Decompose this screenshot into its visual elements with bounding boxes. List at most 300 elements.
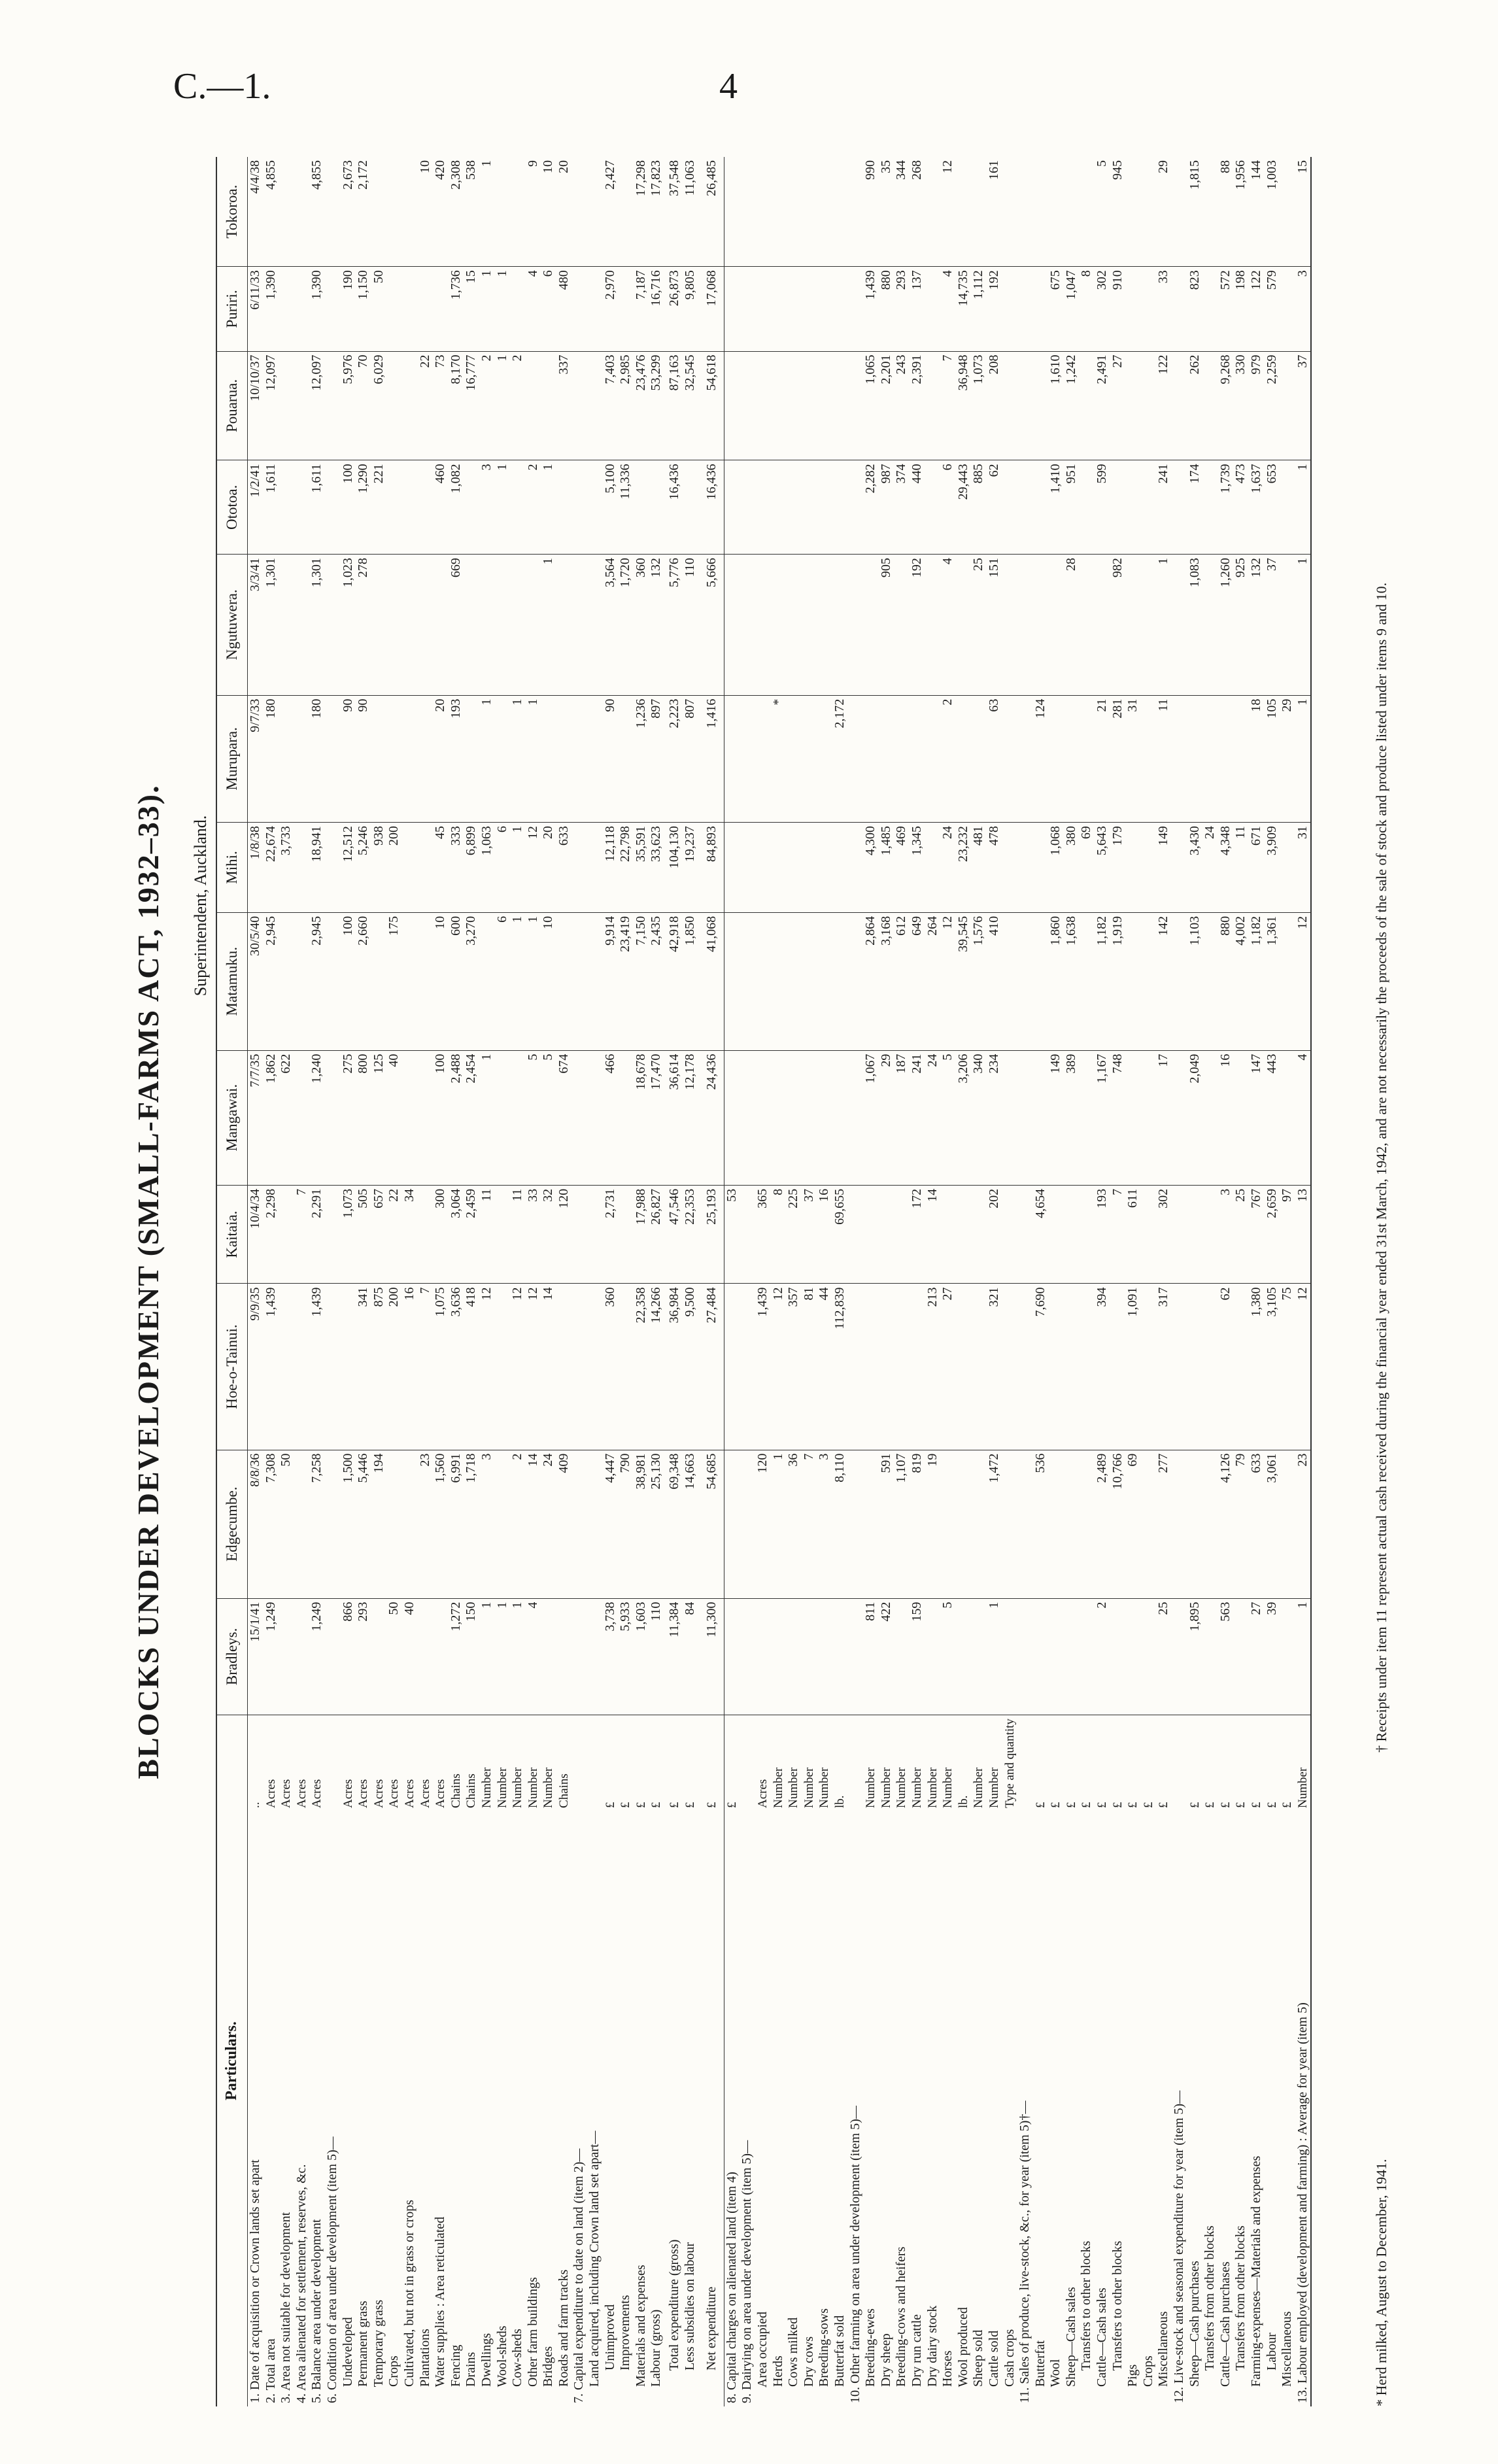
row-unit bbox=[571, 1715, 587, 1811]
table-cell bbox=[386, 267, 402, 351]
table-cell bbox=[371, 157, 387, 267]
table-cell bbox=[571, 912, 587, 1050]
table-cell: 11,300 bbox=[698, 1598, 724, 1715]
table-row bbox=[698, 157, 724, 2406]
table-cell bbox=[1172, 1284, 1187, 1450]
superintendent-heading: Superintendent, Auckland. bbox=[191, 815, 210, 997]
table-cell: 1,576 bbox=[971, 912, 987, 1050]
table-cell: 633 bbox=[1249, 1450, 1265, 1598]
row-label: 3. Area not suitable for development bbox=[279, 2212, 294, 2403]
table-cell: 10 bbox=[541, 912, 556, 1050]
table-cell: 9/9/35 bbox=[248, 1284, 264, 1450]
table-cell: 675 bbox=[1048, 267, 1064, 351]
table-cell: 4,126 bbox=[1218, 1450, 1234, 1598]
table-row bbox=[724, 157, 740, 2406]
table-cell: 7 bbox=[802, 1450, 817, 1598]
table-cell: 2 bbox=[510, 351, 526, 460]
table-cell bbox=[817, 351, 832, 460]
table-row bbox=[863, 157, 879, 2406]
table-cell: 6,029 bbox=[371, 351, 387, 460]
table-cell bbox=[786, 157, 802, 267]
table-cell: 938 bbox=[371, 823, 387, 913]
table-row bbox=[248, 157, 264, 2406]
table-row bbox=[848, 157, 864, 2406]
table-cell: 193 bbox=[449, 695, 464, 823]
table-cell: 612 bbox=[894, 912, 910, 1050]
row-unit: £ bbox=[668, 1802, 682, 1808]
table-cell bbox=[1033, 823, 1049, 913]
row-label: Cattle—Cash purchases bbox=[1217, 2261, 1233, 2403]
table-row bbox=[771, 157, 787, 2406]
table-cell: 110 bbox=[683, 555, 698, 695]
row-label: 13. Labour employed (development and farming) : Average for year (item 5) bbox=[1295, 2002, 1310, 2403]
row-label: 8. Capital charges on alienated land (item 4) bbox=[724, 2172, 739, 2403]
table-cell bbox=[1002, 267, 1018, 351]
row-label: 5. Balance area under development bbox=[309, 2219, 324, 2403]
table-cell bbox=[433, 267, 449, 351]
table-cell: 26,827 bbox=[649, 1185, 664, 1284]
table-cell: 29 bbox=[1280, 695, 1295, 823]
row-unit: Type and quantity bbox=[1002, 1719, 1017, 1808]
table-cell bbox=[802, 1050, 817, 1185]
table-cell: 192 bbox=[987, 267, 1002, 351]
table-cell: 5,446 bbox=[356, 1450, 371, 1598]
table-cell: 36,984 bbox=[664, 1284, 683, 1450]
table-cell bbox=[618, 1050, 634, 1185]
table-cell: 3,168 bbox=[879, 912, 894, 1050]
table-cell: 6/11/33 bbox=[248, 267, 264, 351]
table-cell bbox=[325, 1598, 341, 1715]
table-cell: 37 bbox=[802, 1185, 817, 1284]
table-cell: 16,436 bbox=[664, 460, 683, 555]
table-cell: 1,107 bbox=[894, 1450, 910, 1598]
table-cell bbox=[832, 555, 848, 695]
table-cell: 6 bbox=[940, 460, 956, 555]
table-row bbox=[526, 157, 541, 2406]
row-label: Fencing bbox=[448, 2344, 463, 2403]
table-cell: 79 bbox=[1233, 1450, 1249, 1598]
table-cell bbox=[1064, 1598, 1080, 1715]
row-unit: Number bbox=[817, 1767, 832, 1808]
table-cell: 18,678 bbox=[634, 1050, 649, 1185]
row-unit: Number bbox=[787, 1767, 801, 1808]
row-unit: £ bbox=[1250, 1802, 1263, 1808]
table-cell bbox=[618, 157, 634, 267]
table-cell: 27,484 bbox=[698, 1284, 724, 1450]
table-cell: 11 bbox=[1156, 695, 1172, 823]
table-cell: 100 bbox=[341, 912, 356, 1050]
table-cell bbox=[1280, 1050, 1295, 1185]
table-cell bbox=[1033, 912, 1049, 1050]
table-cell bbox=[571, 1598, 587, 1715]
table-cell bbox=[433, 555, 449, 695]
row-label: Transfers from other blocks bbox=[1202, 2225, 1217, 2403]
table-cell bbox=[848, 460, 864, 555]
table-row bbox=[433, 157, 449, 2406]
table-cell: 20 bbox=[541, 823, 556, 913]
table-cell bbox=[771, 157, 787, 267]
row-label: Pigs bbox=[1125, 2364, 1140, 2403]
row-label: Wool bbox=[1048, 2359, 1063, 2403]
table-cell bbox=[724, 1450, 740, 1598]
table-cell: 2,731 bbox=[603, 1185, 619, 1284]
table-row bbox=[1017, 157, 1033, 2406]
table-cell: 105 bbox=[1265, 695, 1280, 823]
table-cell: 24 bbox=[1202, 823, 1218, 913]
table-cell: 32,545 bbox=[683, 351, 698, 460]
table-cell: 22,798 bbox=[618, 823, 634, 913]
table-cell: 17 bbox=[1156, 1050, 1172, 1185]
table-cell: 2,673 bbox=[341, 157, 356, 267]
table-cell bbox=[495, 555, 511, 695]
table-cell: 12 bbox=[940, 157, 956, 267]
table-cell: 473 bbox=[1233, 460, 1249, 555]
table-cell: 5,100 bbox=[603, 460, 619, 555]
table-cell bbox=[1125, 351, 1141, 460]
table-cell: 38,981 bbox=[634, 1450, 649, 1598]
table-cell bbox=[1280, 267, 1295, 351]
table-cell: 563 bbox=[1218, 1598, 1234, 1715]
table-cell: 1,850 bbox=[683, 912, 698, 1050]
table-cell bbox=[386, 1450, 402, 1598]
table-cell bbox=[848, 555, 864, 695]
row-label: Miscellaneous bbox=[1156, 2311, 1171, 2403]
table-cell: 200 bbox=[386, 823, 402, 913]
table-cell bbox=[402, 912, 418, 1050]
table-cell: 302 bbox=[1156, 1185, 1172, 1284]
table-cell bbox=[495, 695, 511, 823]
table-cell: 213 bbox=[925, 1284, 941, 1450]
table-cell bbox=[1280, 1598, 1295, 1715]
row-unit: lb. bbox=[832, 1795, 847, 1808]
table-cell: 4,855 bbox=[264, 157, 279, 267]
table-cell: 5,246 bbox=[356, 823, 371, 913]
table-row bbox=[510, 157, 526, 2406]
table-cell: 293 bbox=[356, 1598, 371, 1715]
table-cell bbox=[325, 1050, 341, 1185]
table-cell: 2 bbox=[479, 351, 495, 460]
table-cell bbox=[402, 351, 418, 460]
table-cell: 3,270 bbox=[464, 912, 479, 1050]
table-cell: 1 bbox=[510, 1598, 526, 1715]
table-cell: 5 bbox=[1095, 157, 1110, 267]
table-cell: 32 bbox=[541, 1185, 556, 1284]
row-label: Dry sheep bbox=[878, 2333, 893, 2403]
table-cell bbox=[1033, 460, 1049, 555]
table-cell: 7,187 bbox=[634, 267, 649, 351]
table-cell bbox=[1033, 157, 1049, 267]
table-cell: 443 bbox=[1265, 1050, 1280, 1185]
table-cell: 35,591 bbox=[634, 823, 649, 913]
table-cell: 317 bbox=[1156, 1284, 1172, 1450]
table-cell: 19 bbox=[925, 1450, 941, 1598]
table-cell bbox=[386, 157, 402, 267]
table-cell: 1,112 bbox=[971, 267, 987, 351]
table-row bbox=[587, 157, 603, 2406]
table-cell bbox=[832, 267, 848, 351]
table-cell: 1,862 bbox=[264, 1050, 279, 1185]
table-cell bbox=[1002, 823, 1018, 913]
column-header: Ototoa. bbox=[216, 460, 248, 555]
table-cell: 2,172 bbox=[356, 157, 371, 267]
table-cell: 8,110 bbox=[832, 1450, 848, 1598]
table-cell: 11 bbox=[510, 1185, 526, 1284]
table-cell: 84 bbox=[683, 1598, 698, 1715]
table-cell: 15 bbox=[1295, 157, 1312, 267]
table-cell: 42,918 bbox=[664, 912, 683, 1050]
table-row bbox=[1233, 157, 1249, 2406]
table-cell: 1,361 bbox=[1265, 912, 1280, 1050]
table-cell bbox=[802, 267, 817, 351]
table-cell bbox=[1079, 1598, 1095, 1715]
row-label: Farming-expenses—Materials and expenses bbox=[1249, 2155, 1263, 2403]
table-cell bbox=[1172, 823, 1187, 913]
table-cell bbox=[526, 351, 541, 460]
table-cell: 120 bbox=[556, 1185, 572, 1284]
table-cell bbox=[649, 460, 664, 555]
table-cell bbox=[1187, 695, 1203, 823]
row-unit: Acres bbox=[294, 1779, 309, 1808]
column-header: Mangawai. bbox=[216, 1050, 248, 1185]
table-cell: 469 bbox=[894, 823, 910, 913]
table-cell: 866 bbox=[341, 1598, 356, 1715]
table-cell bbox=[771, 1598, 787, 1715]
table-cell bbox=[495, 1185, 511, 1284]
table-cell bbox=[1079, 912, 1095, 1050]
table-cell: 12 bbox=[1295, 1284, 1312, 1450]
row-unit: Number bbox=[802, 1767, 816, 1808]
table-cell: 8/8/36 bbox=[248, 1450, 264, 1598]
row-label: Labour bbox=[1264, 2333, 1279, 2403]
column-header: Bradleys. bbox=[216, 1598, 248, 1715]
row-label: 6. Condition of area under development (item 5)— bbox=[324, 2136, 339, 2403]
table-cell bbox=[294, 1598, 310, 1715]
row-unit: £ bbox=[1110, 1802, 1125, 1808]
table-cell: 293 bbox=[894, 267, 910, 351]
table-cell: 611 bbox=[1125, 1185, 1141, 1284]
column-header: Puriri. bbox=[216, 267, 248, 351]
table-cell: 1,439 bbox=[755, 1284, 771, 1450]
table-cell bbox=[279, 460, 294, 555]
table-cell: 300 bbox=[433, 1185, 449, 1284]
table-cell bbox=[740, 823, 755, 913]
row-label: Miscellaneous bbox=[1280, 2311, 1295, 2403]
table-cell: 21 bbox=[1095, 695, 1110, 823]
table-cell bbox=[418, 912, 434, 1050]
table-cell: 2,864 bbox=[863, 912, 879, 1050]
table-cell bbox=[402, 460, 418, 555]
table-cell bbox=[817, 267, 832, 351]
table-cell bbox=[571, 460, 587, 555]
table-cell bbox=[1002, 1185, 1018, 1284]
column-header: Edgecumbe. bbox=[216, 1450, 248, 1598]
table-cell bbox=[786, 823, 802, 913]
table-row bbox=[1295, 157, 1312, 2406]
table-cell bbox=[325, 555, 341, 695]
table-cell: 241 bbox=[1156, 460, 1172, 555]
table-cell: 365 bbox=[755, 1185, 771, 1284]
table-cell: 190 bbox=[341, 267, 356, 351]
table-row bbox=[1172, 157, 1187, 2406]
table-cell: 1 bbox=[495, 1598, 511, 1715]
table-cell: 440 bbox=[910, 460, 925, 555]
table-cell: 6 bbox=[495, 823, 511, 913]
row-label: Transfers to other blocks bbox=[1079, 2240, 1094, 2403]
table-cell bbox=[1064, 695, 1080, 823]
table-cell: 37,548 bbox=[664, 157, 683, 267]
table-cell bbox=[802, 823, 817, 913]
row-unit: Acres bbox=[387, 1779, 401, 1808]
table-cell: 1 bbox=[479, 695, 495, 823]
table-cell bbox=[1172, 351, 1187, 460]
table-cell: 122 bbox=[1249, 267, 1265, 351]
table-cell: 3,909 bbox=[1265, 823, 1280, 913]
table-cell bbox=[510, 157, 526, 267]
table-cell bbox=[1048, 1598, 1064, 1715]
table-cell: 1,236 bbox=[634, 695, 649, 823]
table-cell bbox=[341, 1284, 356, 1450]
table-cell: 2 bbox=[940, 695, 956, 823]
table-cell: 7,308 bbox=[264, 1450, 279, 1598]
table-cell: 69 bbox=[1125, 1450, 1141, 1598]
row-label: Sheep—Cash purchases bbox=[1187, 2261, 1202, 2403]
table-cell: 70 bbox=[356, 351, 371, 460]
table-cell: 3 bbox=[1218, 1185, 1234, 1284]
table-cell bbox=[1218, 695, 1234, 823]
table-cell bbox=[1079, 157, 1095, 267]
row-label: 12. Live-stock and seasonal expenditure for year (item 5)— bbox=[1172, 2090, 1187, 2403]
table-cell: 420 bbox=[433, 157, 449, 267]
table-cell: 3 bbox=[479, 460, 495, 555]
table-row bbox=[386, 157, 402, 2406]
table-row bbox=[479, 157, 495, 2406]
table-cell bbox=[418, 1050, 434, 1185]
table-cell bbox=[771, 267, 787, 351]
table-cell: 3/3/41 bbox=[248, 555, 264, 695]
table-row bbox=[1048, 157, 1064, 2406]
table-cell bbox=[863, 555, 879, 695]
table-cell: 12 bbox=[526, 1284, 541, 1450]
table-cell: 110 bbox=[649, 1598, 664, 1715]
table-cell: 159 bbox=[910, 1598, 925, 1715]
table-cell: 27 bbox=[940, 1284, 956, 1450]
table-cell bbox=[894, 1598, 910, 1715]
table-cell: 2 bbox=[510, 1450, 526, 1598]
table-cell bbox=[402, 555, 418, 695]
table-cell: 945 bbox=[1110, 157, 1126, 267]
column-header: Tokoroa. bbox=[216, 157, 248, 267]
table-cell bbox=[879, 1185, 894, 1284]
table-cell bbox=[817, 1050, 832, 1185]
table-cell: 40 bbox=[386, 1050, 402, 1185]
row-unit: Number bbox=[879, 1767, 893, 1808]
table-cell bbox=[495, 157, 511, 267]
table-cell: 657 bbox=[371, 1185, 387, 1284]
table-cell bbox=[294, 912, 310, 1050]
table-cell bbox=[541, 1598, 556, 1715]
table-cell bbox=[1233, 1598, 1249, 1715]
table-cell: 302 bbox=[1095, 267, 1110, 351]
table-cell bbox=[294, 1450, 310, 1598]
table-cell: 62 bbox=[987, 460, 1002, 555]
table-cell: 20 bbox=[433, 695, 449, 823]
table-cell: 360 bbox=[634, 555, 649, 695]
table-row bbox=[556, 157, 572, 2406]
table-cell: 572 bbox=[1218, 267, 1234, 351]
table-cell: 16 bbox=[1218, 1050, 1234, 1185]
table-cell bbox=[279, 1284, 294, 1450]
rotated-table-area bbox=[131, 157, 1425, 2406]
table-cell: 2,435 bbox=[649, 912, 664, 1050]
row-unit: Number bbox=[910, 1767, 924, 1808]
table-cell bbox=[848, 1284, 864, 1450]
table-cell bbox=[386, 695, 402, 823]
table-cell: 2,489 bbox=[1095, 1450, 1110, 1598]
table-cell: 4 bbox=[940, 267, 956, 351]
table-cell bbox=[863, 1284, 879, 1450]
table-cell: 3 bbox=[817, 1450, 832, 1598]
table-cell bbox=[325, 351, 341, 460]
table-cell bbox=[940, 1185, 956, 1284]
table-cell: 208 bbox=[987, 351, 1002, 460]
row-unit: Chains bbox=[556, 1773, 571, 1808]
table-cell bbox=[956, 1185, 972, 1284]
table-cell: 22,353 bbox=[683, 1185, 698, 1284]
page-number: 4 bbox=[719, 66, 738, 107]
row-label: Herds bbox=[770, 2355, 785, 2403]
table-cell: 1,919 bbox=[1110, 912, 1126, 1050]
row-unit bbox=[325, 1715, 341, 1811]
table-cell: 15 bbox=[464, 267, 479, 351]
table-cell: 25,130 bbox=[649, 1450, 664, 1598]
table-cell bbox=[1017, 157, 1033, 267]
table-row bbox=[802, 157, 817, 2406]
table-cell bbox=[910, 695, 925, 823]
row-unit: £ bbox=[1095, 1802, 1110, 1808]
table-row bbox=[418, 157, 434, 2406]
table-cell bbox=[1079, 695, 1095, 823]
table-cell: 380 bbox=[1064, 823, 1080, 913]
table-cell bbox=[940, 1450, 956, 1598]
table-cell bbox=[556, 695, 572, 823]
table-cell bbox=[402, 1450, 418, 1598]
document-title: BLOCKS UNDER DEVELOPMENT (SMALL-FARMS ACT, 1932–33). bbox=[131, 784, 165, 1779]
table-cell bbox=[1002, 157, 1018, 267]
table-cell bbox=[894, 1185, 910, 1284]
table-cell: 10 bbox=[433, 912, 449, 1050]
table-cell bbox=[771, 823, 787, 913]
table-cell: 175 bbox=[386, 912, 402, 1050]
table-cell: 45 bbox=[433, 823, 449, 913]
row-label: Cattle sold bbox=[986, 2330, 1001, 2403]
table-cell bbox=[418, 1598, 434, 1715]
table-cell: 2,660 bbox=[356, 912, 371, 1050]
table-cell: 12 bbox=[771, 1284, 787, 1450]
row-label: Improvements bbox=[618, 2295, 633, 2403]
table-cell: 357 bbox=[786, 1284, 802, 1450]
table-cell: 5,776 bbox=[664, 555, 683, 695]
row-label: Drains bbox=[464, 2352, 479, 2403]
row-label: Less subsidies on labour bbox=[682, 2242, 697, 2403]
table-cell: 5,933 bbox=[618, 1598, 634, 1715]
table-cell: 262 bbox=[1187, 351, 1203, 460]
table-cell: 987 bbox=[879, 460, 894, 555]
table-row bbox=[925, 157, 941, 2406]
table-cell: 22,358 bbox=[634, 1284, 649, 1450]
table-cell bbox=[1125, 555, 1141, 695]
table-cell: 16,436 bbox=[698, 460, 724, 555]
row-label: Crops bbox=[1140, 2355, 1155, 2403]
